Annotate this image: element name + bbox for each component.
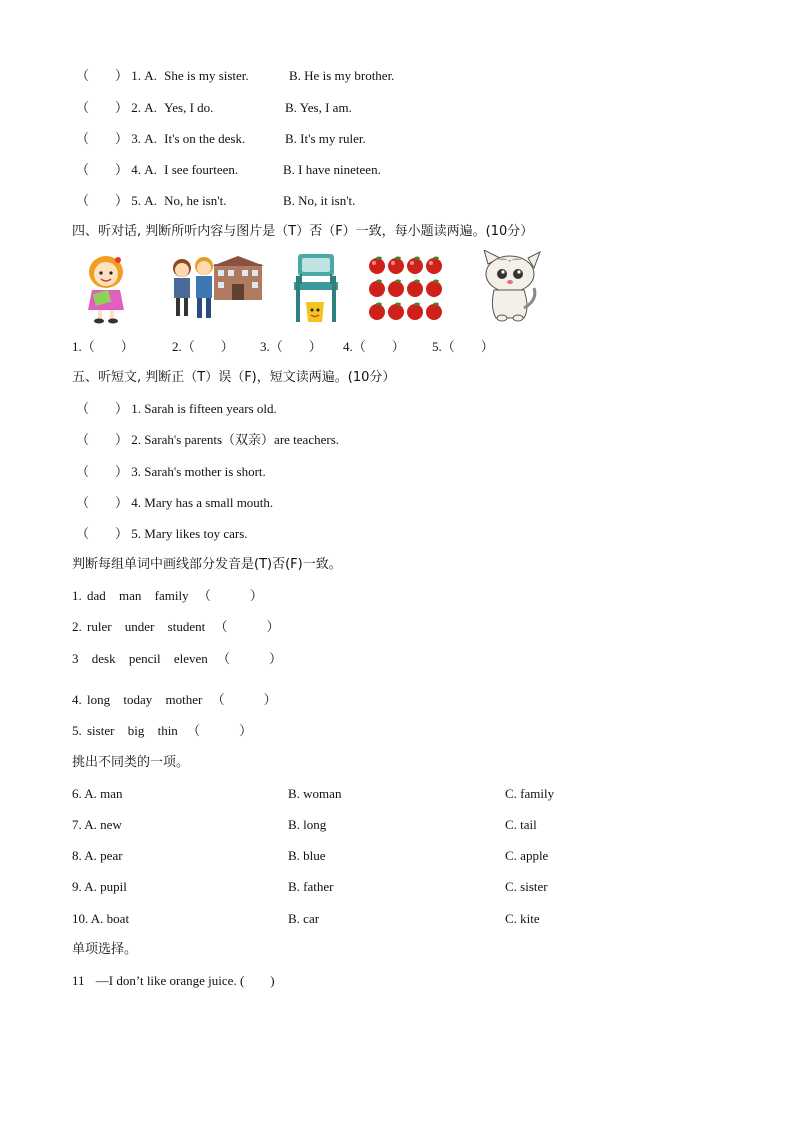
answer-paren: （ ） <box>76 432 129 447</box>
option-b: B. He is my brother. <box>289 68 395 83</box>
odd-option-c: C. kite <box>505 911 540 926</box>
students-at-school-icon <box>166 254 264 322</box>
section5-row <box>76 526 248 542</box>
apples-icon <box>368 256 444 322</box>
answer-paren: （ ） <box>76 526 129 541</box>
word: thin <box>157 723 178 738</box>
answer-paren: （ ） <box>76 162 129 177</box>
chair-and-cup-icon <box>290 252 342 324</box>
answer-paren: （ ） <box>76 193 129 208</box>
word: eleven <box>173 651 208 666</box>
option-a: She is my sister. <box>164 68 249 83</box>
phonics-row <box>72 692 277 708</box>
word: desk <box>91 651 116 666</box>
option-a: No, he isn't. <box>164 193 227 208</box>
option-b: B. No, it isn't. <box>283 193 356 208</box>
picture-answer-3: 3.（ ） <box>260 339 322 354</box>
question-number: 5. A. <box>131 193 157 208</box>
section5-row <box>76 464 266 480</box>
word: family <box>154 588 189 603</box>
answer-paren: （ ） <box>76 401 129 416</box>
question-number: 11 <box>72 973 85 988</box>
option-a: It's on the desk. <box>164 131 246 146</box>
word: man <box>119 588 142 603</box>
answer-paren: （ ） <box>76 495 129 510</box>
item-number: 1. <box>72 588 82 603</box>
phonics-row <box>72 588 263 604</box>
question-number: 1. A. <box>131 68 157 83</box>
cat-icon <box>478 250 544 322</box>
girl-with-book-icon <box>80 252 132 324</box>
odd-option-b: B. father <box>288 879 334 894</box>
word: today <box>123 692 153 707</box>
odd-option-c: C. apple <box>505 848 549 863</box>
section3-row <box>76 68 249 84</box>
answer-paren: （ ） <box>211 692 277 707</box>
odd-option-c: C. sister <box>505 879 548 894</box>
picture-answer-2: 2.（ ） <box>172 339 234 354</box>
phonics-title: 判断每组单词中画线部分发音是(T)否(F)一致。 <box>72 557 342 572</box>
word: long <box>87 692 111 707</box>
statement: 3. Sarah's mother is short. <box>131 464 266 479</box>
section3-row <box>76 193 226 209</box>
section3-row <box>76 131 245 147</box>
answer-paren: （ ） <box>197 588 263 603</box>
statement: 4. Mary has a small mouth. <box>131 495 274 510</box>
odd-option-a: 6. A. man <box>72 786 123 801</box>
option-b: B. I have nineteen. <box>283 162 381 177</box>
phonics-row <box>72 723 252 739</box>
answer-paren: （ ） <box>76 131 129 146</box>
answer-paren: （ ） <box>76 100 129 115</box>
section5-row <box>76 401 277 417</box>
statement: 1. Sarah is fifteen years old. <box>131 401 277 416</box>
question-11 <box>72 973 275 989</box>
section5-row <box>76 495 273 511</box>
answer-paren: （ ） <box>187 723 253 738</box>
statement: 5. Mary likes toy cars. <box>131 526 248 541</box>
word: dad <box>87 588 106 603</box>
odd-option-a: 7. A. new <box>72 817 122 832</box>
answer-paren: （ ） <box>214 619 280 634</box>
answer-paren: （ ） <box>217 651 283 666</box>
word: pencil <box>128 651 161 666</box>
option-a: Yes, I do. <box>164 100 214 115</box>
odd-option-b: B. car <box>288 911 320 926</box>
word: under <box>124 619 155 634</box>
odd-one-title: 挑出不同类的一项。 <box>72 755 190 770</box>
odd-option-a: 9. A. pupil <box>72 879 127 894</box>
odd-option-a: 8. A. pear <box>72 848 123 863</box>
odd-option-a: 10. A. boat <box>72 911 130 926</box>
word: mother <box>165 692 203 707</box>
section5-row <box>76 432 339 448</box>
item-number: 5. <box>72 723 82 738</box>
word: student <box>167 619 206 634</box>
word: ruler <box>87 619 112 634</box>
question-number: 4. A. <box>131 162 157 177</box>
question-number: 3. A. <box>131 131 157 146</box>
picture-answer-4: 4.（ ） <box>343 339 405 354</box>
picture-answer-5: 5.（ ） <box>432 339 494 354</box>
odd-option-b: B. woman <box>288 786 342 801</box>
item-number: 3 <box>72 651 79 666</box>
phonics-row <box>72 651 282 667</box>
answer-paren: （ ） <box>76 68 129 83</box>
item-number: 4. <box>72 692 82 707</box>
statement: 2. Sarah's parents（双亲）are teachers. <box>131 432 340 447</box>
answer-paren: （ ） <box>76 464 129 479</box>
question-number: 2. A. <box>131 100 157 115</box>
word: big <box>127 723 145 738</box>
single-choice-title: 单项选择。 <box>72 942 138 957</box>
question-text: —I don’t like orange juice. ( ) <box>95 973 275 988</box>
odd-option-b: B. long <box>288 817 327 832</box>
option-b: B. Yes, I am. <box>285 100 352 115</box>
phonics-row <box>72 619 279 635</box>
picture-answer-1: 1.（ ） <box>72 339 134 354</box>
option-a: I see fourteen. <box>164 162 239 177</box>
section4-title: 四、听对话, 判断所听内容与图片是（T）否（F）一致，每小题读两遍。(10分） <box>72 224 534 239</box>
word: sister <box>87 723 115 738</box>
section5-title: 五、听短文, 判断正（T）误（F)，短文读两遍。(10分） <box>72 370 396 385</box>
item-number: 2. <box>72 619 82 634</box>
section3-row <box>76 162 238 178</box>
odd-option-c: C. family <box>505 786 555 801</box>
section3-row <box>76 100 213 116</box>
odd-option-c: C. tail <box>505 817 537 832</box>
odd-option-b: B. blue <box>288 848 326 863</box>
option-b: B. It's my ruler. <box>285 131 366 146</box>
